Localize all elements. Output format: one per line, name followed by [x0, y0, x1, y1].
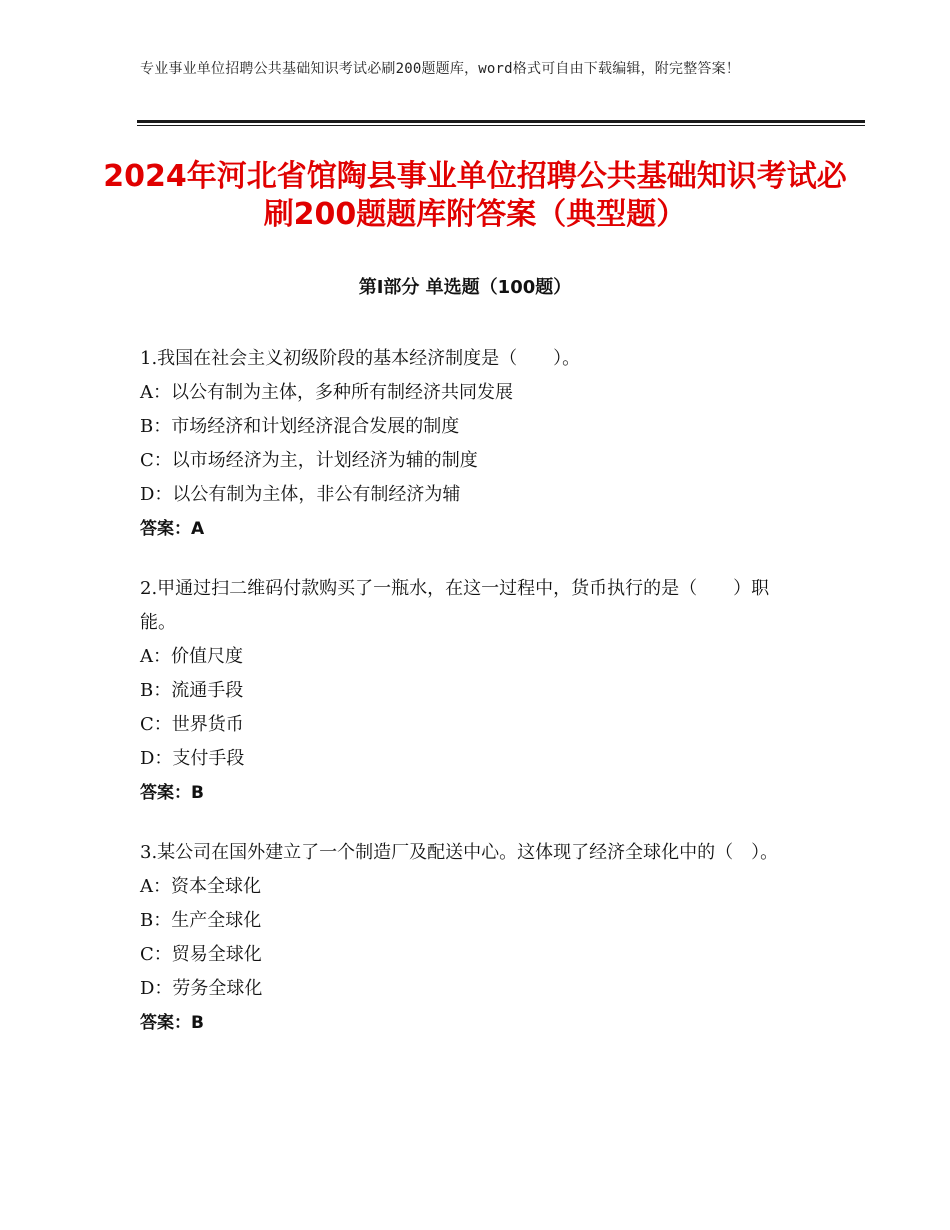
option-d: D：支付手段 — [140, 748, 245, 769]
answer-label: 答案：B — [140, 1013, 204, 1033]
option-a: A：资本全球化 — [140, 876, 261, 897]
document-title: 2024年河北省馆陶县事业单位招聘公共基础知识考试必刷200题题库附答案（典型题） — [103, 159, 847, 232]
question-2 — [140, 572, 810, 810]
question-stem: 2.甲通过扫二维码付款购买了一瓶水，在这一过程中，货币执行的是（ ）职能。 — [140, 578, 770, 633]
question-list — [140, 342, 810, 1066]
option-b: B：流通手段 — [140, 680, 244, 701]
question-1 — [140, 342, 810, 546]
question-3 — [140, 836, 810, 1040]
section-title: 第Ⅰ部分 单选题（100题） — [358, 277, 572, 298]
option-a: A：价值尺度 — [140, 646, 243, 667]
header-divider-thick — [137, 120, 865, 123]
option-c: C：以市场经济为主，计划经济为辅的制度 — [140, 450, 478, 471]
answer-label: 答案：A — [140, 519, 205, 539]
option-d: D：劳务全球化 — [140, 978, 263, 999]
header-note: 专业事业单位招聘公共基础知识考试必刷200题题库，word格式可自由下载编辑，附完整答案！ — [140, 61, 740, 77]
option-a: A：以公有制为主体，多种所有制经济共同发展 — [140, 382, 513, 403]
option-c: C：贸易全球化 — [140, 944, 262, 965]
option-b: B：市场经济和计划经济混合发展的制度 — [140, 416, 460, 437]
option-d: D：以公有制为主体，非公有制经济为辅 — [140, 484, 461, 505]
answer-label: 答案：B — [140, 783, 204, 803]
question-stem: 1.我国在社会主义初级阶段的基本经济制度是（ ）。 — [140, 348, 581, 369]
option-c: C：世界货币 — [140, 714, 244, 735]
option-b: B：生产全球化 — [140, 910, 262, 931]
question-stem: 3.某公司在国外建立了一个制造厂及配送中心。这体现了经济全球化中的（ ）。 — [140, 842, 779, 863]
header-divider-thin — [137, 125, 865, 126]
